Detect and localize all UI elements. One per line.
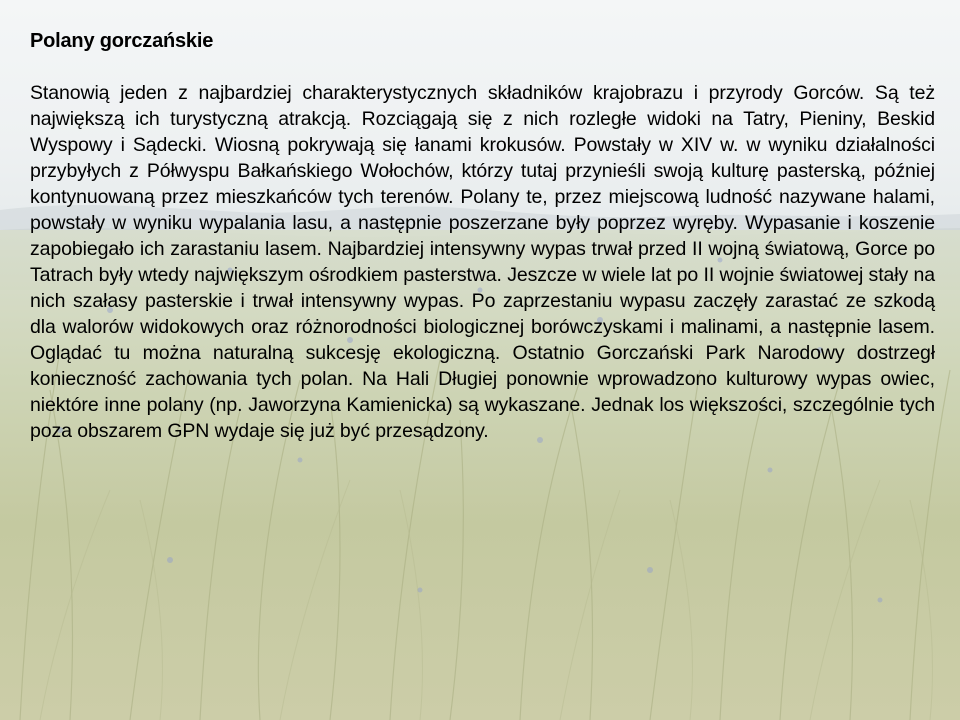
slide-body-text: Stanowią jeden z najbardziej charakterystycznych składników krajobrazu i przyrody Gorców. Są też największą ich turystyczną atrakcją. Rozciągają się z nich rozległe widoki na Tatry, Pieniny, Beskid Wyspowy i Sądecki. Wiosną pokrywają się łanami krokusów. Powstały w XIV w. w wyniku działalności przybyłych z Półwyspu Bałkańskiego Wołochów, którzy tutaj przynieśli swoją kulturę pasterską, później kontynuowaną przez mieszkańców tych terenów. Polany te, przez miejscową ludność nazywane halami, powstały w wyniku wypalania lasu, a następnie poszerzane były poprzez wyręby. Wypasanie i koszenie zapobiegało ich zarastaniu lasem. Najbardziej intensywny wypas trwał przed II wojną światową, Gorce po Tatrach były wtedy największym ośrodkiem pasterstwa. Jeszcze w wiele lat po II wojnie światowej stały na nich szałasy pasterskie i trwał intensywny wypas. Po zaprzestaniu wypasu zaczęły zarastać ze szkodą dla walorów widokowych oraz różnorodności biologicznej borówczyskami i malinami, a następnie lasem. Oglądać tu można naturalną sukcesję ekologiczną. Ostatnio Gorczański Park Narodowy dostrzegł konieczność zachowania tych polan. Na Hali Długiej ponownie wprowadzono kulturowy wypas owiec, niektóre inne polany (np. Jaworzyna Kamienicka) są wykaszane. Jednak los większości, szczególnie tych poza obszarem GPN wydaje się już być przesądzony. (30, 82, 935, 442)
slide-content (30, 28, 935, 444)
slide-title: Polany gorczańskie (30, 30, 214, 52)
